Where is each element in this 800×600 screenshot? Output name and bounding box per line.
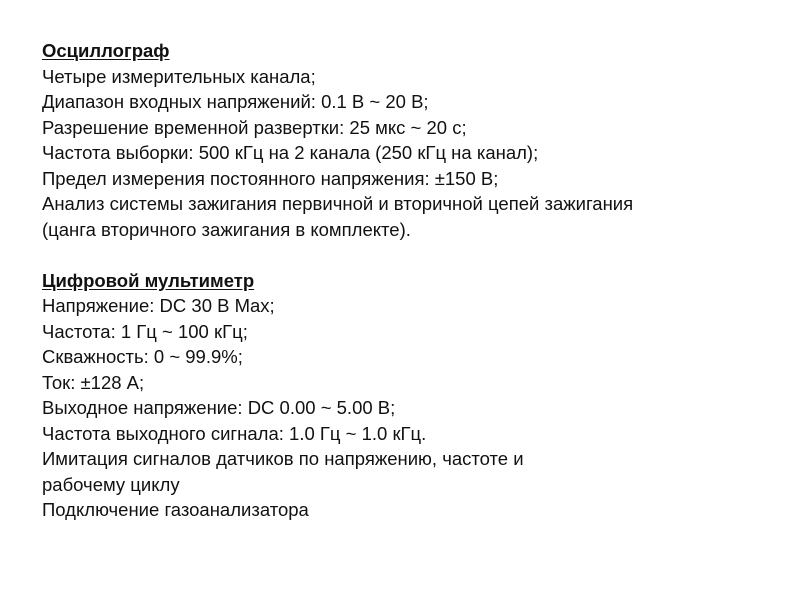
multimeter-title: Цифровой мультиметр — [42, 269, 255, 291]
spec-line: Предел измерения постоянного напряжения: ±150 В; — [42, 167, 499, 189]
spec-line: рабочему циклу — [42, 473, 180, 495]
spec-line: Напряжение: DC 30 В Max; — [42, 295, 275, 316]
spec-line: Разрешение временной развертки: 25 мкс ~ 20 с; — [42, 116, 467, 138]
oscilloscope-section — [42, 38, 782, 242]
spec-line: Анализ системы зажигания первичной и вторичной цепей зажигания — [42, 193, 634, 214]
spec-line: Частота выборки: 500 кГц на 2 канала (250 кГц на канал); — [42, 142, 539, 163]
spec-line: Скважность: 0 ~ 99.9%; — [42, 346, 243, 367]
spec-line: Частота выходного сигнала: 1.0 Гц ~ 1.0 кГц. — [42, 422, 427, 444]
spec-line: Имитация сигналов датчиков по напряжению, частоте и — [42, 448, 524, 469]
spec-line: Выходное напряжение: DC 0.00 ~ 5.00 В; — [42, 397, 396, 418]
spec-line: Частота: 1 Гц ~ 100 кГц; — [42, 320, 248, 342]
spec-line: Четыре измерительных канала; — [42, 65, 316, 87]
multimeter-section — [42, 268, 782, 523]
spec-line: Подключение газоанализатора — [42, 499, 309, 520]
section-spacer — [42, 242, 782, 268]
oscilloscope-title: Осциллограф — [42, 40, 170, 61]
document-content — [42, 38, 782, 523]
spec-line: Ток: ±128 A; — [42, 371, 145, 393]
spec-line: Диапазон входных напряжений: 0.1 В ~ 20 В; — [42, 91, 429, 112]
spec-line: (цанга вторичного зажигания в комплекте). — [42, 218, 411, 240]
